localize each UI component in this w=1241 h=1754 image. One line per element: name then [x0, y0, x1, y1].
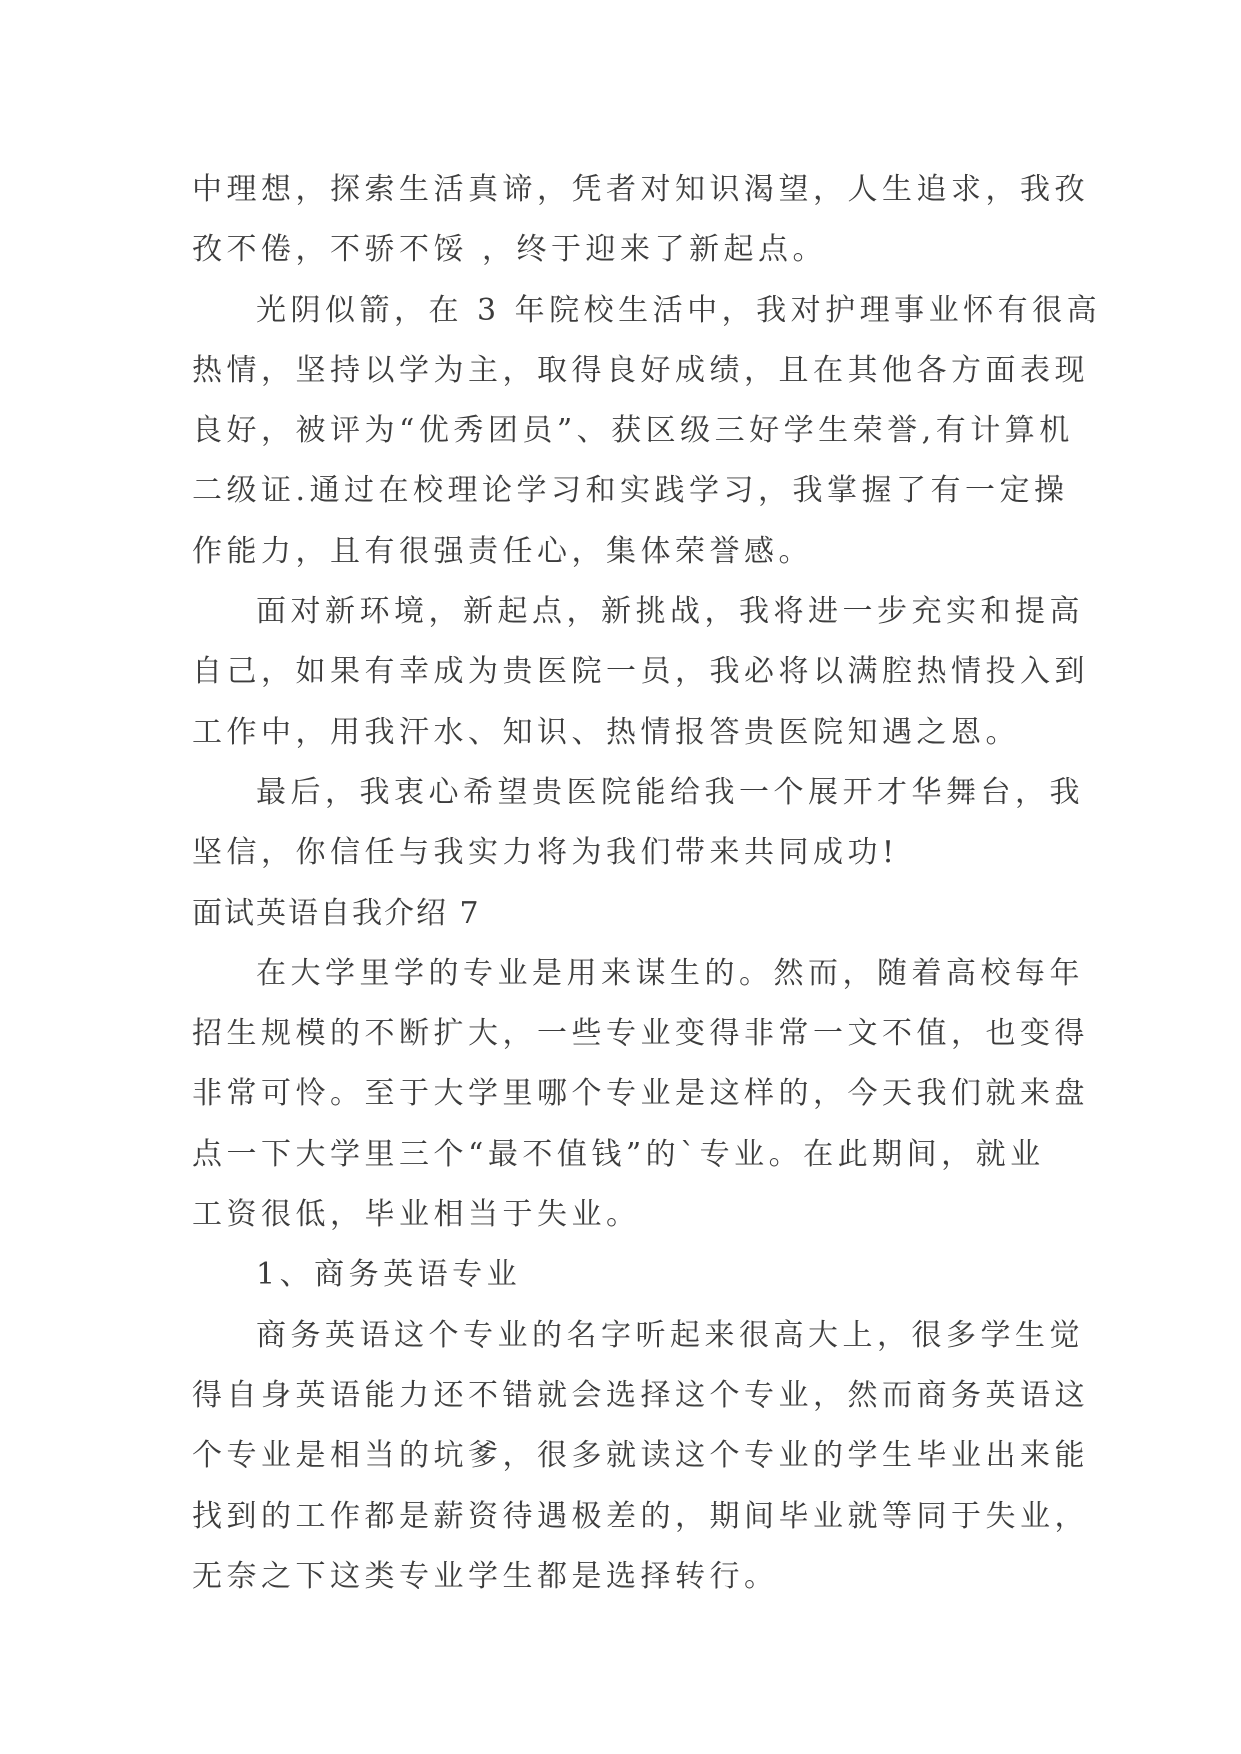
text-line: 无奈之下这类专业学生都是选择转行。	[192, 1558, 779, 1594]
text-line: 良好，被评为“优秀团员”、获区级三好学生荣誉,有计算机	[192, 413, 1074, 449]
text-line: 工资很低，毕业相当于失业。	[192, 1197, 641, 1233]
text-line: 点一下大学里三个“最不值钱”的`专业。在此期间，就业	[192, 1136, 1045, 1172]
text-line: 中理想，探索生活真谛，凭者对知识渴望，人生追求，我孜	[192, 172, 1089, 207]
subsection-heading: 1、商务英语专业	[256, 1257, 522, 1293]
text-line: 坚信，你信任与我实力将为我们带来共同成功!	[192, 835, 899, 871]
text-line: 自己，如果有幸成为贵医院一员，我必将以满腔热情投入到	[192, 654, 1089, 690]
text-line: 作能力，且有很强责任心，集体荣誉感。	[192, 533, 813, 569]
text-line: 招生规模的不断扩大，一些专业变得非常一文不值，也变得	[192, 1016, 1089, 1052]
text-line: 得自身英语能力还不错就会选择这个专业，然而商务英语这	[192, 1377, 1089, 1413]
paragraph-start-line: 在大学里学的专业是用来谋生的。然而，随着高校每年	[256, 955, 1084, 991]
text-line: 找到的工作都是薪资待遇极差的，期间毕业就等同于失业，	[192, 1498, 1089, 1534]
text-line: 孜不倦，不骄不馁 ，终于迎来了新起点。	[192, 232, 828, 268]
paragraph-start-line: 商务英语这个专业的名字听起来很高大上，很多学生觉	[256, 1317, 1084, 1353]
paragraph-start-line: 面对新环境，新起点，新挑战，我将进一步充实和提高	[256, 594, 1084, 630]
text-line: 二级证.通过在校理论学习和实践学习，我掌握了有一定操	[192, 473, 1069, 509]
text-line: 热情，坚持以学为主，取得良好成绩，且在其他各方面表现	[192, 352, 1089, 388]
section-heading: 面试英语自我介绍 7	[192, 895, 481, 931]
paragraph-start-line: 光阴似箭，在 3 年院校生活中，我对护理事业怀有很高	[256, 292, 1102, 328]
text-line: 个专业是相当的坑爹，很多就读这个专业的学生毕业出来能	[192, 1438, 1089, 1474]
text-line: 工作中，用我汗水、知识、热情报答贵医院知遇之恩。	[192, 714, 1020, 750]
paragraph-start-line: 最后，我衷心希望贵医院能给我一个展开才华舞台，我	[256, 774, 1084, 810]
document-page	[192, 160, 1102, 1607]
text-line: 非常可怜。至于大学里哪个专业是这样的，今天我们就来盘	[192, 1076, 1089, 1112]
